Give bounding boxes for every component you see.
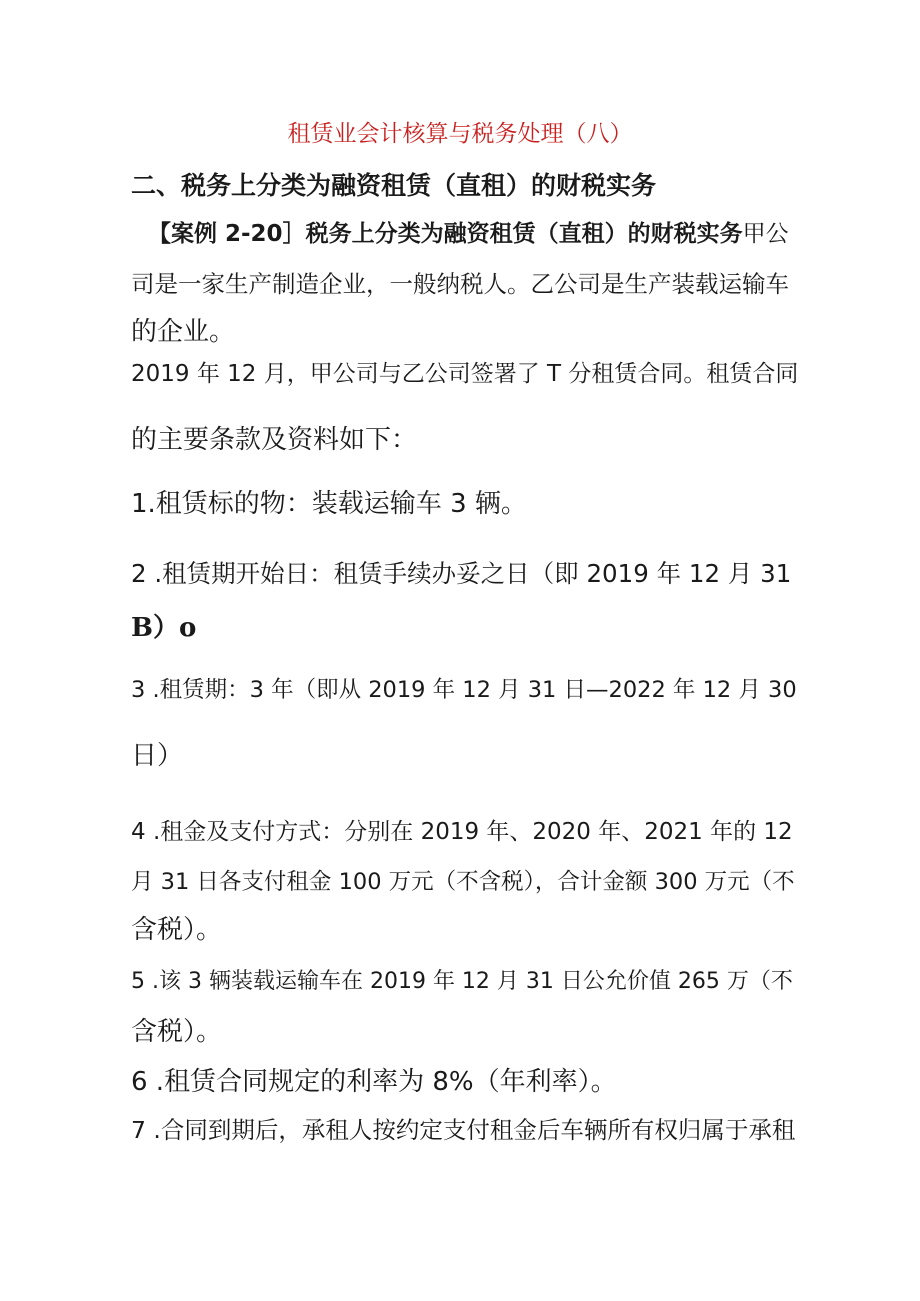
case-intro-tail: 甲公 [742,221,789,247]
list-item-1: 1.租赁标的物：装载运输车 3 辆。 [131,489,527,519]
section-heading: 二、税务上分类为融资租赁（直租）的财税实务 [131,171,657,200]
body-line-3: 2019 年 12 月，甲公司与乙公司签署了 T 分租赁合同。租赁合同 [131,361,799,387]
list-item-4: 4 .租金及支付方式：分别在 2019 年、2020 年、2021 年的 12 [131,819,793,845]
list-item-4-line-3: 含税）。 [131,915,223,945]
body-line-1: 司是一家生产制造企业，一般纳税人。乙公司是生产装载运输车 [131,270,789,298]
body-line-4: 的主要条款及资料如下： [131,425,418,455]
list-item-4-line-2: 月 31 日各支付租金 100 万元（不含税），合计金额 300 万元（不 [131,869,795,895]
document-title: 租赁业会计核算与税务处理（八） [287,121,633,147]
case-paragraph-first-line [148,216,789,252]
list-item-6: 6 .租赁合同规定的利率为 8%（年利率）。 [131,1067,617,1097]
list-item-3: 3 .租赁期：3 年（即从 2019 年 12 月 31 日—2022 年 12 月 30 [131,677,797,703]
list-item-5-continued: 含税）。 [131,1017,223,1047]
body-line-2: 的企业。 [131,317,236,347]
list-item-2: 2 .租赁期开始日：租赁手续办妥之日（即 2019 年 12 月 31 [131,559,792,588]
case-label: 【案例 2-20］税务上分类为融资租赁（直租）的财税实务 [148,221,743,247]
list-item-5: 5 .该 3 辆装载运输车在 2019 年 12 月 31 日公允价值 265 万（不 [131,969,793,994]
list-item-2-continued: B）o [131,613,197,643]
list-item-3-continued: 日） [131,741,184,771]
list-item-7: 7 .合同到期后，承租人按约定支付租金后车辆所有权归属于承租 [131,1116,796,1144]
